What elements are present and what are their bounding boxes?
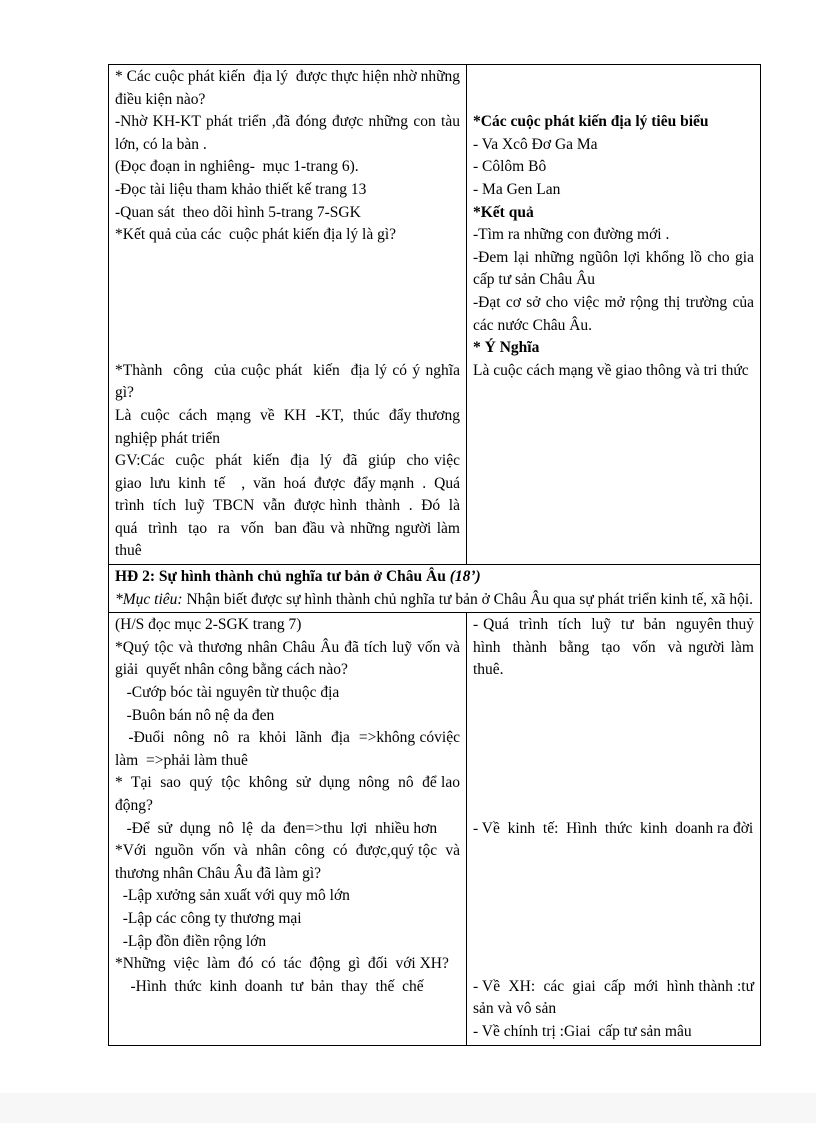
- page-footer-band: [0, 1093, 816, 1123]
- reading-note: (H/S đọc mục 2-SGK trang 7): [115, 616, 302, 634]
- question-actions: *Với nguồn vốn và nhân công có được,quý tộc và thương nhân Châu Âu đã làm gì?: [115, 842, 468, 882]
- results-heading: *Kết quả: [473, 203, 534, 221]
- question-significance: *Thành công của cuộc phát kiến địa lý có ý nghĩa gì?: [115, 361, 464, 402]
- activity-header-cell: [109, 565, 761, 613]
- table-row: [109, 565, 761, 613]
- list-item: -Đem lại những ngũôn lợi khổng lồ cho gia cấp tư sản Châu Âu: [473, 248, 758, 289]
- answer-serfs: -Để sử dụng nô lệ da đen=>thu lợi nhiều hơn: [115, 819, 438, 837]
- meaning-text: Là cuộc cách mạng về giao thông và tri thức: [473, 361, 749, 379]
- list-item: -Cướp bóc tài nguyên từ thuộc địa: [115, 684, 340, 702]
- capital-accumulation: - Quá trình tích luỹ tư bản nguyên thuỷ hình thành bằng tạo vốn và người làm thuê.: [473, 616, 762, 679]
- list-item: -Đuổi nông nô ra khỏi lãnh địa =>không cóviệc làm =>phải làm thuê: [115, 729, 464, 769]
- lesson-table: [108, 64, 761, 1046]
- question-conditions: * Các cuộc phát kiến địa lý được thực hiện nhờ những điều kiện nào?: [115, 68, 464, 108]
- question-capital: *Quý tộc và thương nhân Châu Âu đã tích luỹ vốn và giải quyết nhân công bằng cách nào?: [115, 638, 464, 679]
- list-item: -Tìm ra những con đường mới .: [473, 226, 670, 244]
- reading-note: (Đọc đoạn in nghiêng- mục 1-trang 6).: [115, 158, 359, 176]
- right-cell: [467, 65, 761, 565]
- explorers-heading: *Các cuộc phát kiến địa lý tiêu biểu: [473, 113, 709, 131]
- document-page: [108, 64, 760, 1046]
- economic-impact: - Về kinh tế: Hình thức kinh doanh ra đời: [473, 819, 754, 837]
- objective-label: *Mục tiêu:: [115, 590, 183, 608]
- activity-title: HĐ 2: Sự hình thành chủ nghĩa tư bản ở Châu Âu (18’): [115, 568, 481, 586]
- meaning-heading: * Ý Nghĩa: [473, 339, 540, 357]
- list-item: - Ma Gen Lan: [473, 180, 561, 198]
- left-cell: [109, 613, 467, 1045]
- social-impact: - Về XH: các giai cấp mới hình thành :tư sản và vô sản: [473, 977, 758, 1018]
- objective-text: Nhận biết được sự hình thành chủ nghĩa tư bản ở Châu Âu qua sự phát triển kinh tế, xã hội.: [182, 590, 754, 608]
- right-cell: [467, 613, 761, 1045]
- activity-objective: [115, 589, 754, 612]
- answer-society: -Hình thức kinh doanh tư bản thay thế chế: [115, 977, 424, 995]
- list-item: -Lập xưởng sản xuất với quy mô lớn: [115, 887, 350, 905]
- list-item: -Buôn bán nô nệ da đen: [115, 706, 275, 724]
- question-serfs: * Tại sao quý tộc không sử dụng nông nô để lao động?: [115, 774, 464, 814]
- table-row: [109, 65, 761, 565]
- list-item: - Côlôm Bô: [473, 158, 547, 176]
- answer-significance: Là cuộc cách mạng về KH -KT, thúc đẩy thương nghiệp phát triển: [115, 406, 464, 447]
- list-item: - Va Xcô Đơ Ga Ma: [473, 135, 598, 153]
- list-item: -Lập đồn điền rộng lớn: [115, 932, 267, 950]
- figure-note: -Quan sát theo dõi hình 5-trang 7-SGK: [115, 203, 361, 221]
- question-results: *Kết quả của các cuộc phát kiến địa lý là gì?: [115, 226, 397, 244]
- answer-kh-kt: -Nhờ KH-KT phát triển ,đã đóng được những con tàu lớn, có la bàn .: [115, 113, 464, 153]
- activity-time: (18’): [449, 568, 481, 586]
- list-item: -Đạt cơ sở cho việc mở rộng thị trường của các nước Châu Âu.: [473, 293, 758, 334]
- reference-note: -Đọc tài liệu tham khảo thiết kế trang 13: [115, 180, 367, 198]
- political-impact: - Về chính trị :Giai cấp tư sản mâu: [473, 1022, 692, 1040]
- list-item: -Lập các công ty thương mại: [115, 909, 302, 927]
- left-cell: [109, 65, 467, 565]
- teacher-note: GV:Các cuộc phát kiến địa lý đã giúp cho việc giao lưu kinh tế , văn hoá được đẩy mạnh . Quá trình tích luỹ TBCN vẫn được hình thành . Đó là quá trình tạo ra vốn ban đầu và những người làm thuê: [115, 452, 468, 560]
- question-society: *Những việc làm đó có tác động gì đối với XH?: [115, 955, 449, 973]
- table-row: [109, 613, 761, 1045]
